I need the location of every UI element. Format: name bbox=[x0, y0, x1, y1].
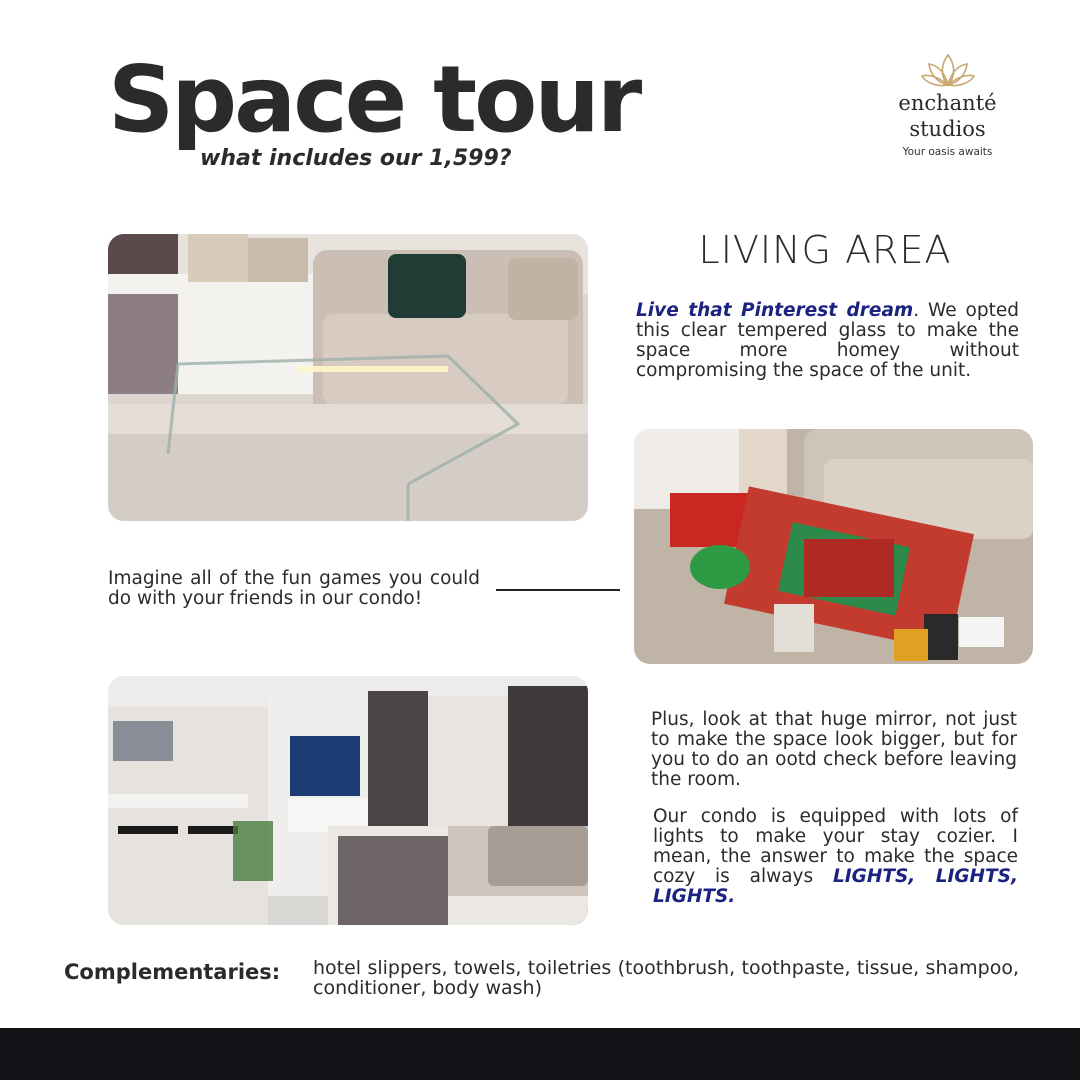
living-area-heading: LIVING AREA bbox=[698, 228, 952, 272]
lights-text: Our condo is equipped with lots of lights to make your stay cozier. I mean, the answer to make the space cozy is always bbox=[653, 806, 1018, 887]
lights-highlight: LIGHTS, LIGHTS, LIGHTS bbox=[653, 866, 1019, 907]
footer-bar bbox=[0, 1028, 1080, 1080]
lotus-icon bbox=[921, 52, 975, 88]
connector-line bbox=[496, 589, 620, 591]
studio-room-photo bbox=[108, 676, 588, 925]
mirror-description: Plus, look at that huge mirror, not just to make the space look bigger, but for you to do an ootd check before leaving the room. bbox=[651, 709, 1017, 790]
board-games-photo bbox=[634, 429, 1033, 664]
living-area-description bbox=[636, 301, 1019, 381]
lights-end: . bbox=[728, 886, 736, 907]
living-area-text: . We opted this clear tempered glass to make the space more homey without compromising the space of the unit. bbox=[636, 300, 1019, 381]
complementaries-label: Complementaries: bbox=[64, 960, 281, 984]
living-room-photo bbox=[108, 234, 588, 521]
page-subtitle: what includes our 1,599? bbox=[200, 146, 512, 171]
page-title: Space tour bbox=[108, 46, 640, 153]
brand-logo bbox=[880, 52, 1015, 158]
brand-name-line2: studios bbox=[909, 117, 986, 142]
pinterest-highlight: Live that Pinterest dream bbox=[636, 300, 914, 321]
complementaries-list: hotel slippers, towels, toiletries (toothbrush, toothpaste, tissue, shampoo, conditioner, body wash) bbox=[313, 957, 1019, 999]
lights-description bbox=[653, 807, 1018, 907]
brand-name-line1: enchanté bbox=[898, 91, 997, 115]
brand-tagline: Your oasis awaits bbox=[902, 146, 993, 159]
games-description: Imagine all of the fun games you could do with your friends in our condo! bbox=[108, 568, 480, 609]
